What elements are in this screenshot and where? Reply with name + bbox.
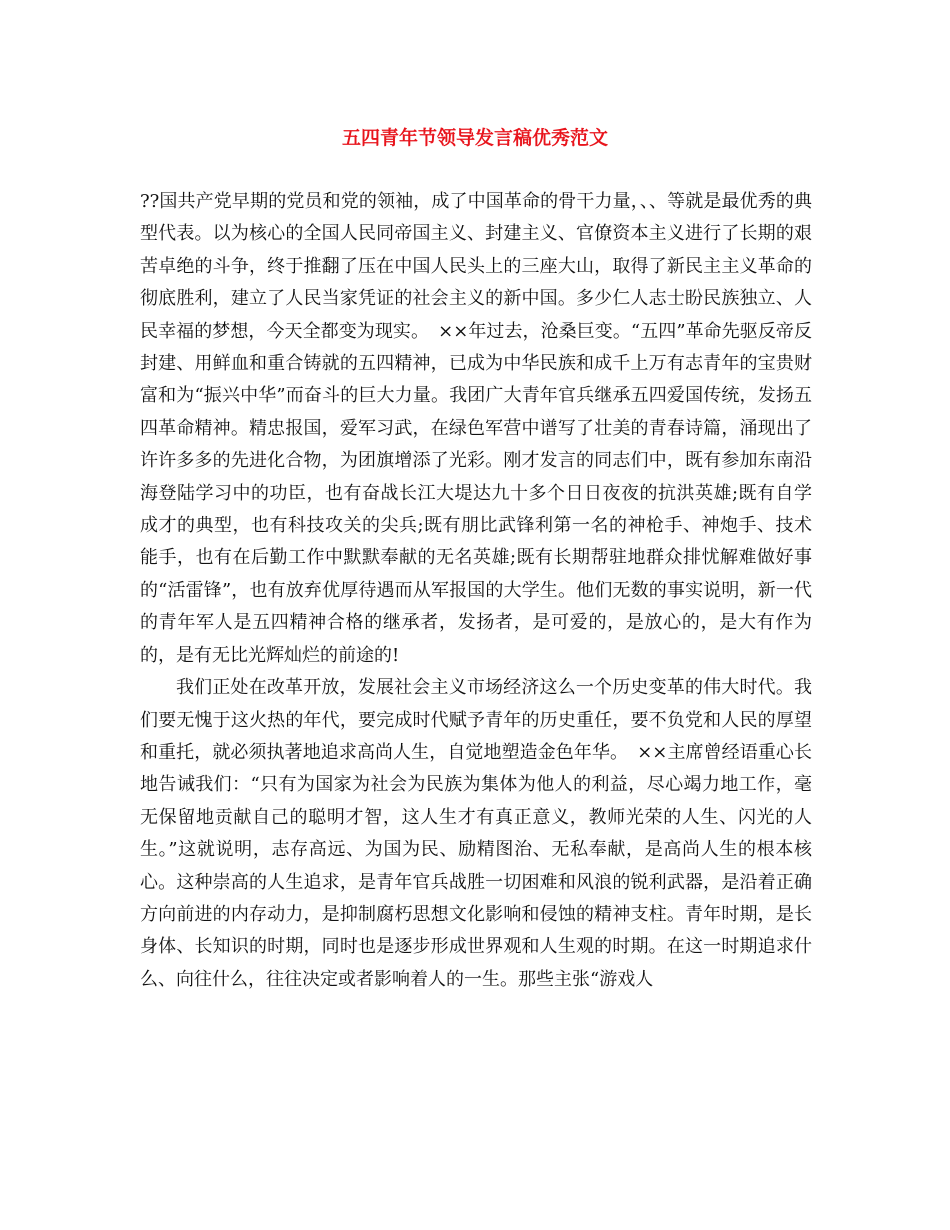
document-title: 五四青年节领导发言稿优秀范文 — [341, 127, 608, 149]
body-paragraph-2: 我们正处在改革开放，发展社会主义市场经济这么一个历史变革的伟大时代。我们要无愧于这火热的年代，要完成时代赋予青年的历史重任，要不负党和人民的厚望和重托，就必须执著地追求高尚人生，自觉地塑造金色年华。 ××主席曾经语重心长地告诫我们：“只有为国家为社会为民族为集体为他人的利益，尽心竭力地工作，毫无保留地贡献自己的聪明才智，这人生才有真正意义，教师光荣的人生、闪光的人生。”这就说明，志存高远、为国为民、励精图治、无私奉献，是高尚人生的根本核心。这种崇高的人生追求，是青年官兵战胜一切困难和风浪的锐利武器，是沿着正确方向前进的内存动力，是抑制腐朽思想文化影响和侵蚀的精神支柱。青年时期，是长身体、长知识的时期，同时也是逐步形成世界观和人生观的时期。在这一时期追求什么、向往什么，往往决定或者影响着人的一生。那些主张“游戏人 — [140, 677, 812, 990]
body-paragraph-1: ??国共产党早期的党员和党的领袖，成了中国革命的骨干力量，、、等就是最优秀的典型代表。以为核心的全国人民同帝国主义、封建主义、官僚资本主义进行了长期的艰苦卓绝的斗争，终于推翻了压在中国人民头上的三座大山，取得了新民主主义革命的彻底胜利，建立了人民当家凭证的社会主义的新中国。多少仁人志士盼民族独立、人民幸福的梦想，今天全都变为现实。 ××年过去，沧桑巨变。“五四”革命先驱反帝反封建、用鲜血和重合铸就的五四精神，已成为中华民族和成千上万有志青年的宝贵财富和为“振兴中华”而奋斗的巨大力量。我团广大青年官兵继承五四爱国传统，发扬五四革命精神。精忠报国，爱军习武，在绿色军营中谱写了壮美的青春诗篇，涌现出了许许多多的先进化合物，为团旗增添了光彩。刚才发言的同志们中，既有参加东南沿海登陆学习中的功臣，也有奋战长江大堤达九十多个日日夜夜的抗洪英雄;既有自学成才的典型，也有科技攻关的尖兵;既有朋比武锋利第一名的神枪手、神炮手、技术能手，也有在后勤工作中默默奉献的无名英雄;既有长期帮驻地群众排忧解难做好事的“活雷锋”，也有放弃优厚待遇而从军报国的大学生。他们无数的事实说明，新一代的青年军人是五四精神合格的继承者，发扬者，是可爱的，是放心的，是大有作为的，是有无比光辉灿烂的前途的! — [140, 191, 812, 666]
document-body — [140, 186, 812, 996]
